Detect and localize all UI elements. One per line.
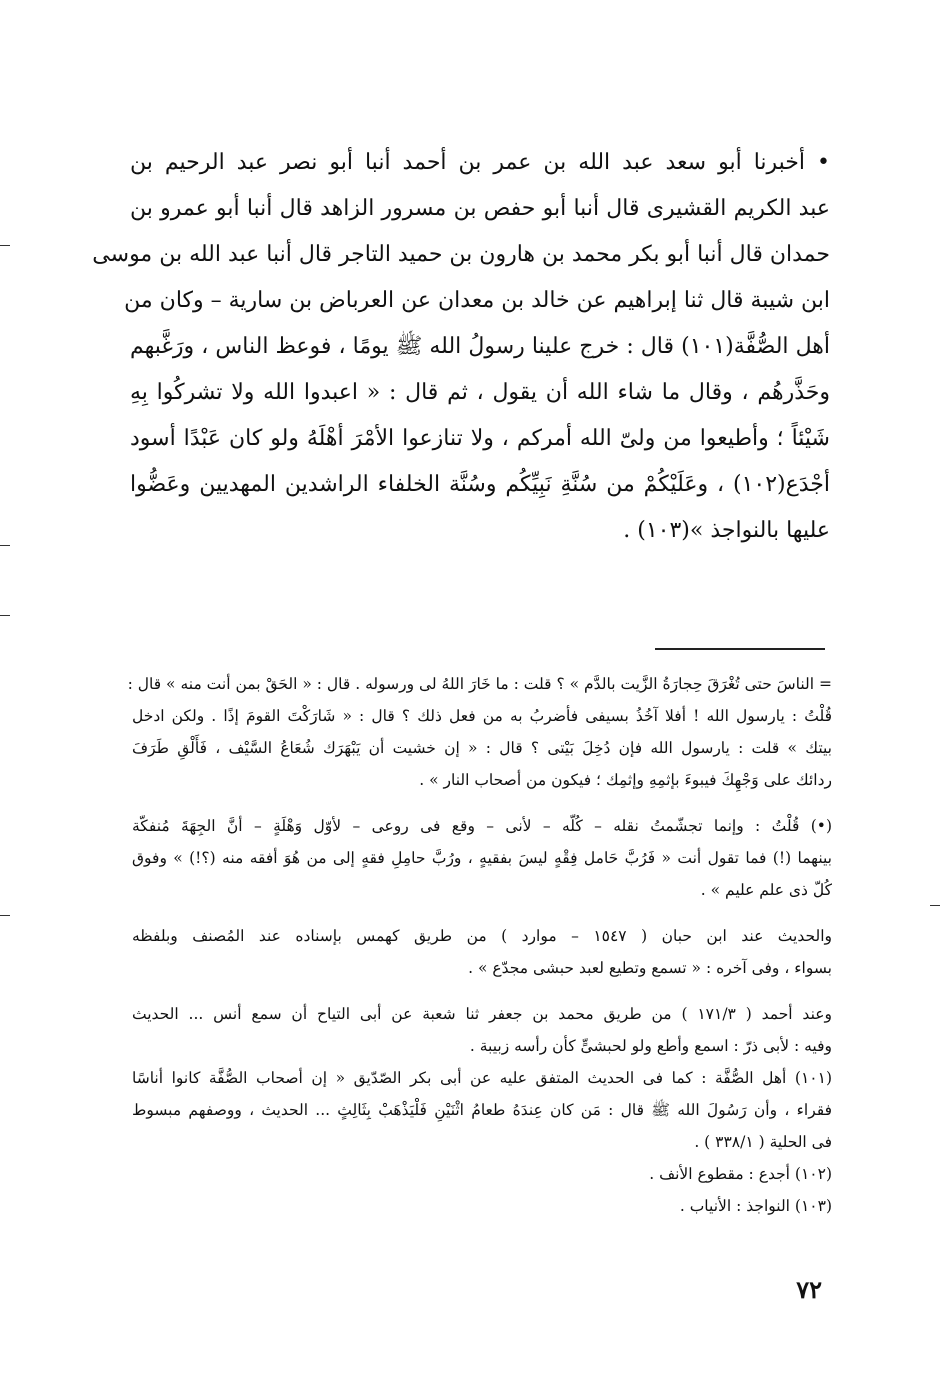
footnote-line: فى الحلية ( ٣٣٨/١ ) . bbox=[694, 1133, 832, 1151]
text-line: وحَذَّرهُم ، وقال ما شاء الله أن يقول ، ثم قال : « اعبدوا الله ولا تشركُوا بِهِ bbox=[130, 380, 830, 405]
footnote-103 bbox=[132, 1190, 832, 1222]
footnote-line: قُلْتُ : يارسول الله ! أفلا آخُذُ بسيفى فأضربُ به من فعل ذلك ؟ قال : « شَارَكْتَ القومَ إذًا . ولكن ادخل bbox=[132, 707, 832, 725]
margin-mark bbox=[0, 915, 10, 916]
footnote-divider bbox=[655, 648, 825, 650]
footnote-line: كُلّ ذى علم عليم » . bbox=[700, 881, 832, 899]
footnote-line: (١٠٣) النواجذ : الأنياب . bbox=[679, 1197, 832, 1215]
footnote-line: وفيه : لأبى ذرّ : اسمع وأطع ولو لحبشىٍّ كأن رأسه زبيبة . bbox=[469, 1037, 832, 1055]
margin-mark bbox=[930, 905, 940, 906]
footnote-101 bbox=[132, 1062, 832, 1158]
text-line: حمدان قال أنبا أبو بكر محمد بن هارون بن حميد التاجر قال أنبا عبد الله بن موسى bbox=[92, 242, 830, 267]
footnote-line: وعند أحمد ( ١٧١/٣ ) من طريق محمد بن جعفر ثنا شعبة عن أبى التياح أن سمع أنس ... الحديث bbox=[132, 1005, 832, 1023]
footnote-line: والحديث عند ابن حبان ( ١٥٤٧ – موارد ) من طريق كهمس بإسناده عند المُصنف وبلفظه bbox=[132, 927, 832, 945]
footnote-line: بيتك » قلت : يارسول الله فإن دُخِلَ بَيْتى ؟ قال : « إن خشيت أن يَبْهَرَك شُعَاعُ السَّيْف ، فَأَلْقِ طَرَفَ bbox=[132, 739, 832, 757]
footnote-line: (•) قُلْتُ : وإنما تجشّمتُ نقله – كُلّه – لأنى – وقع فى روعى – لأوّل وَهْلَةٍ – أنَّ الجِهَةَ مُنفكّة bbox=[132, 817, 832, 835]
footnotes bbox=[127, 668, 832, 1222]
page-number: ٧٢ bbox=[796, 1275, 822, 1304]
footnote-paragraph bbox=[132, 810, 832, 906]
footnote-paragraph bbox=[132, 920, 832, 984]
text-line: عبد الكريم القشيرى قال أنبا أبو حفص بن مسرور الزاهد قال أنبا أبو عمرو بن bbox=[130, 196, 830, 221]
footnote-line: ردائك على وَجْهِكَ فيبوءَ بإثمِهِ وإثمِك ؛ فيكون من أصحاب النار » . bbox=[419, 771, 832, 789]
margin-mark bbox=[0, 545, 10, 546]
footnote-line: فقراء ، وأن رَسُولَ الله ﷺ قال : مَن كان عِندَهُ طعامُ اثْنَيْنِ فَلْيَذْهَبْ بِثَالِثٍ ... الحديث ، ووصفهم مبسوط bbox=[132, 1101, 832, 1119]
footnote-line: بسواء ، وفى آخره : « تسمع وتطيع لعبد حبشى مجدّع » . bbox=[468, 959, 832, 977]
footnote-line: = الناسَ حتى تُغْرَقَ حِجارَةُ الزَّيت بالدَّم » ؟ قلت : ما خَارَ اللهُ لى ورسوله . قال : « الحَقْ بمن أنت منه » قال : bbox=[127, 675, 832, 693]
footnote-paragraph bbox=[132, 998, 832, 1062]
text-line: أجْدَع(١٠٢) ، وعَلَيْكُمْ من سُنَّةِ نَبِيِّكُم وسُنَّة الخلفاء الراشدين المهديين وعَضُّوا bbox=[130, 472, 830, 497]
text-line: ابن شيبة قال ثنا إبراهيم عن خالد بن معدان عن العرباض بن سارية – وكان من bbox=[124, 288, 830, 313]
text-line: شَيْئاً ؛ وأطيعوا من ولىّ الله أمركم ، ولا تنازعوا الأمْرَ أهْلَهُ ولو كان عَبْدًا أسود bbox=[130, 426, 830, 451]
main-hadith-text bbox=[92, 140, 830, 554]
text-line: عليها بالنواجذ »(١٠٣) . bbox=[623, 518, 830, 543]
footnote-line: (١٠١) أهل الصُّفَّة : كما فى الحديث المتفق عليه عن أبى بكر الصّدّيق « إن أصحاب الصُّفَّة كانوا أناسًا bbox=[132, 1069, 832, 1087]
footnote-paragraph bbox=[127, 668, 832, 796]
footnote-line: بينهما (!) فما تقول أنت « فَرُبَّ حَامل فِقْهٍ ليسَ بفقيهٍ ، ورُبَّ حامِلِ فقهٍ إلى من هُوَ أفقه منه (؟!) » وفوق bbox=[132, 849, 832, 867]
text-line: • أخبرنا أبو سعد عبد الله بن عمر بن أحمد أنبا أبو نصر عبد الرحيم بن bbox=[130, 150, 830, 175]
margin-mark bbox=[0, 615, 10, 616]
footnote-102 bbox=[132, 1158, 832, 1190]
footnote-line: (١٠٢) أجدع : مقطوع الأنف . bbox=[649, 1165, 832, 1183]
margin-mark bbox=[0, 245, 10, 246]
text-line: أهل الصُّفَّة(١٠١) قال : خرج علينا رسولُ الله ﷺ يومًا ، فوعظ الناس ، ورَغَّبهم bbox=[130, 334, 830, 359]
